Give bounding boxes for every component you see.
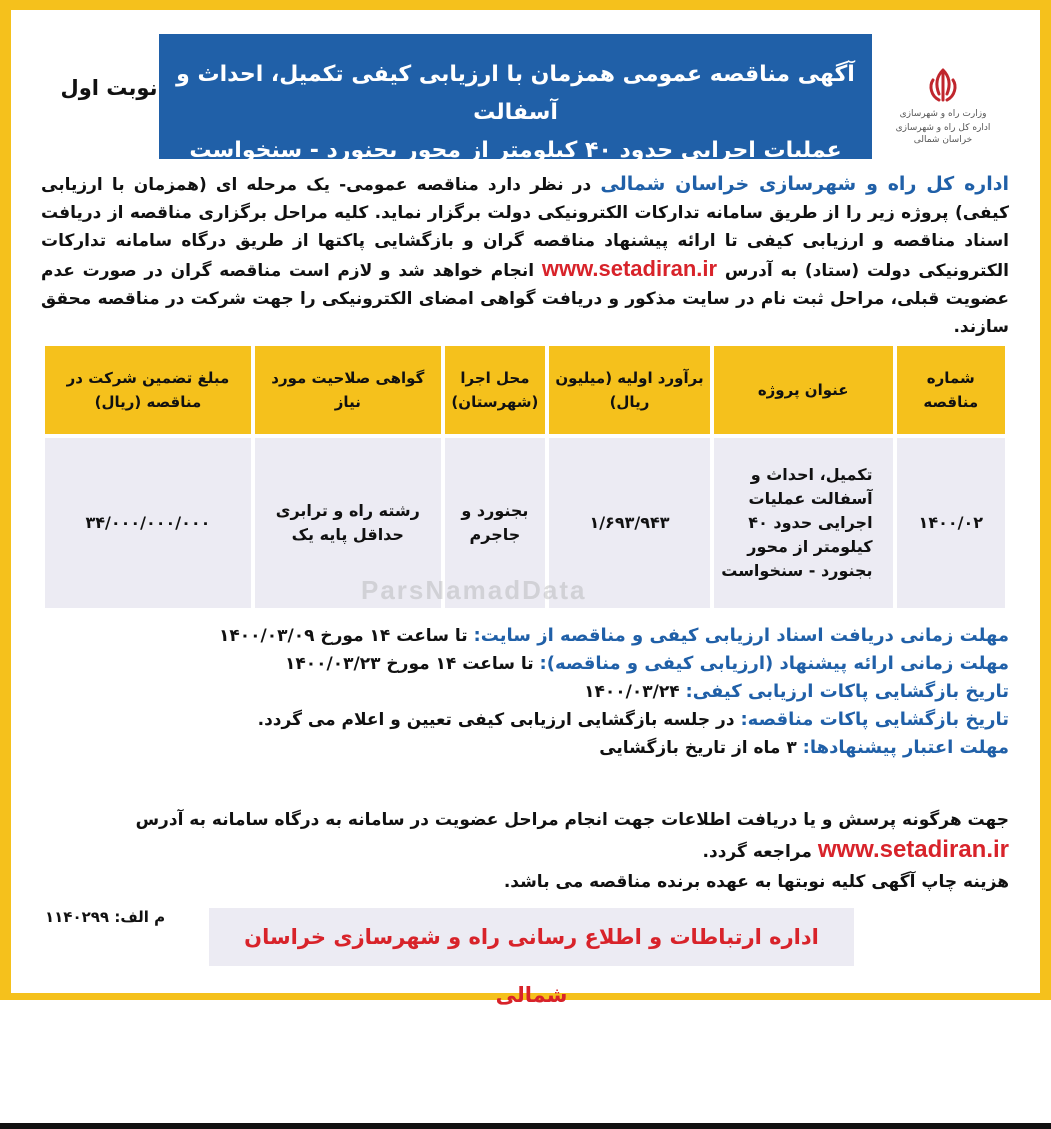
cell-location: بجنورد و جاجرم bbox=[445, 438, 545, 608]
cost-note: هزینه چاپ آگهی کلیه نوبتها به عهده برنده مناقصه می باشد. bbox=[503, 872, 1009, 892]
watermark-text: ParsNamadData bbox=[361, 575, 587, 605]
cell-estimate: ۱/۶۹۳/۹۴۳ bbox=[549, 438, 710, 608]
round-label: نوبت اول bbox=[60, 76, 158, 100]
contact-link-line bbox=[41, 835, 1009, 867]
header-tender-number: شماره مناقصه bbox=[897, 346, 1005, 434]
schedule-value: ۳ ماه از تاریخ بازگشایی bbox=[599, 738, 803, 758]
schedule-item bbox=[41, 622, 1009, 650]
header-guarantee: مبلغ تضمین شرکت در مناقصه (ریال) bbox=[45, 346, 251, 434]
schedule-value: تا ساعت ۱۴ مورخ ۱۴۰۰/۰۳/۰۹ bbox=[219, 626, 474, 646]
schedule-label: مهلت زمانی ارائه پیشنهاد (ارزیابی کیفی و مناقصه): bbox=[539, 653, 1009, 674]
ad-title-line2: عملیات اجرایی حدود ۴۰ کیلومتر از محور بجنورد - سنخواست bbox=[189, 138, 842, 163]
ad-title-box bbox=[159, 34, 872, 163]
schedule-value: در جلسه بازگشایی ارزیابی کیفی تعیین و اعلام می گردد. bbox=[257, 710, 741, 730]
intro-text-1: در نظر دارد مناقصه عمومی- یک مرحله ای (همزمان با ارزیابی کیفی) پروژه زیر را از طریق سامانه تدارکات الکترونیکی دولت برگزار نماید. کلیه مراحل برگزاری مناقصه از دریافت اسناد مناقصه و ارزیابی کیفی تا ارائه پیشنهاد مناقصه گران و بازگشایی پاکتها از طریق درگاه سامانه تدارکات الکترونیکی دولت (ستاد) به آدرس bbox=[41, 175, 1009, 281]
header-certificate: گواهی صلاحیت مورد نیاز bbox=[255, 346, 441, 434]
schedule-item bbox=[41, 678, 1009, 706]
footer-office-name: اداره ارتباطات و اطلاع رسانی راه و شهرسازی خراسان شمالی bbox=[209, 908, 854, 966]
logo-text-ministry: وزارت راه و شهرسازی bbox=[899, 109, 987, 119]
cell-certificate: رشته راه و ترابری حداقل پایه یک bbox=[255, 438, 441, 608]
bottom-divider bbox=[0, 1123, 1051, 1129]
ad-body bbox=[11, 10, 1040, 1007]
contact-text-end: مراجعه گردد. bbox=[702, 842, 818, 862]
header-location: محل اجرا (شهرستان) bbox=[445, 346, 545, 434]
org-name: اداره کل راه و شهرسازی خراسان شمالی bbox=[600, 173, 1009, 195]
setad-link-2[interactable]: www.setadiran.ir bbox=[817, 836, 1009, 863]
schedule-label: تاریخ بازگشایی پاکات ارزیابی کیفی: bbox=[685, 681, 1009, 702]
ad-title-line1: آگهی مناقصه عمومی همزمان با ارزیابی کیفی تکمیل، احداث و آسفالت bbox=[176, 62, 855, 125]
header-project-title: عنوان پروژه bbox=[714, 346, 893, 434]
schedule-label: مهلت زمانی دریافت اسناد ارزیابی کیفی و مناقصه از سایت: bbox=[473, 625, 1009, 646]
intro-paragraph bbox=[41, 170, 1009, 341]
tender-table bbox=[41, 342, 1009, 612]
ad-reference-number: م الف: ۱۱۴۰۲۹۹ bbox=[45, 908, 166, 926]
cell-guarantee: ۳۴/۰۰۰/۰۰۰/۰۰۰ bbox=[45, 438, 251, 608]
setad-link[interactable]: www.setadiran.ir bbox=[541, 256, 718, 281]
contact-text: جهت هرگونه پرسش و یا دریافت اطلاعات جهت انجام مراحل عضویت در سامانه به درگاه سامانه به آدرس bbox=[135, 810, 1009, 830]
schedule-item bbox=[41, 706, 1009, 734]
table-header-row bbox=[45, 346, 1005, 434]
emblem-icon bbox=[923, 66, 963, 106]
cell-project-title: تکمیل، احداث و آسفالت عملیات اجرایی حدود ۴۰ کیلومتر از محور بجنورد - سنخواست bbox=[714, 438, 893, 608]
intro-text-2: انجام خواهد شد و لازم است مناقصه گران در صورت عدم عضویت قبلی، مراحل ثبت نام در سایت مذکور و دریافت گواهی امضای الکترونیکی را جهت شرکت در مناقصه محقق سازند. bbox=[41, 261, 1009, 337]
schedule-item bbox=[41, 650, 1009, 678]
schedule-value: تا ساعت ۱۴ مورخ ۱۴۰۰/۰۳/۲۳ bbox=[285, 654, 540, 674]
schedule-label: تاریخ بازگشایی پاکات مناقصه: bbox=[740, 709, 1009, 730]
schedule-item bbox=[41, 734, 1009, 762]
header-estimate: برآورد اولیه (میلیون ریال) bbox=[549, 346, 710, 434]
logo-text-office: اداره کل راه و شهرسازی خراسان شمالی bbox=[895, 123, 991, 145]
schedule-label: مهلت اعتبار پیشنهادها: bbox=[802, 737, 1009, 758]
cell-tender-number: ۱۴۰۰/۰۲ bbox=[897, 438, 1005, 608]
contact-info bbox=[41, 805, 1009, 897]
ministry-logo bbox=[883, 66, 1003, 156]
schedule-list bbox=[41, 622, 1009, 762]
schedule-value: ۱۴۰۰/۰۳/۲۴ bbox=[584, 682, 686, 702]
